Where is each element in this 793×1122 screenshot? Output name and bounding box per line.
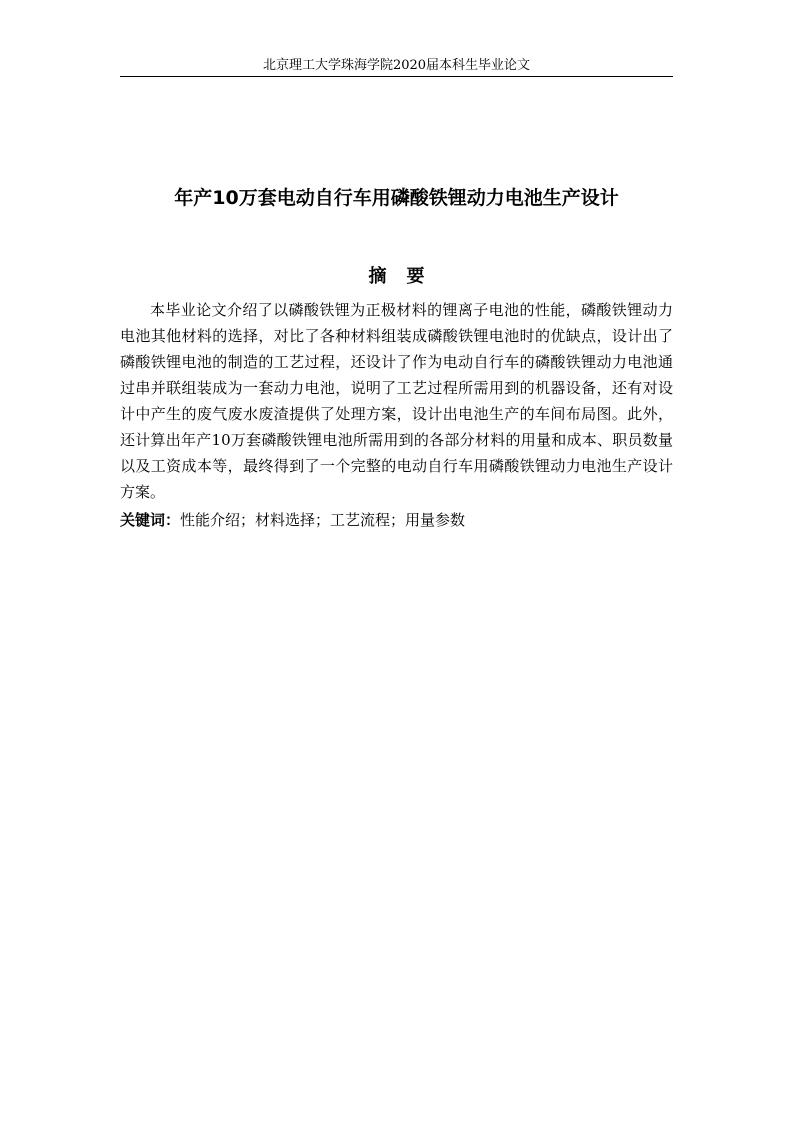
abstract-heading: 摘要 <box>368 266 445 287</box>
running-header: 北京理工大学珠海学院2020届本科生毕业论文 <box>262 58 531 73</box>
keywords-label: 关键词： <box>120 511 181 529</box>
keywords-text: 性能介绍；材料选择；工艺流程；用量参数 <box>180 511 466 529</box>
header-rule <box>120 76 673 77</box>
keywords-line <box>120 507 673 533</box>
abstract-body: 本毕业论文介绍了以磷酸铁锂为正极材料的锂离子电池的性能，磷酸铁锂动力电池其他材料的选择，对比了各种材料组装成磷酸铁锂电池时的优缺点，设计出了磷酸铁锂电池的制造的工艺过程，还设计了作为电动自行车的磷酸铁锂动力电池通过串并联组装成为一套动力电池，说明了工艺过程所需用到的机器设备，还有对设计中产生的废气废水废渣提供了处理方案，设计出电池生产的车间布局图。此外，还计算出年产10万套磷酸铁锂电池所需用到的各部分材料的用量和成本、职员数量以及工资成本等，最终得到了一个完整的电动自行车用磷酸铁锂动力电池生产设计方案。 <box>120 301 673 501</box>
thesis-title: 年产10万套电动自行车用磷酸铁锂动力电池生产设计 <box>174 187 619 209</box>
